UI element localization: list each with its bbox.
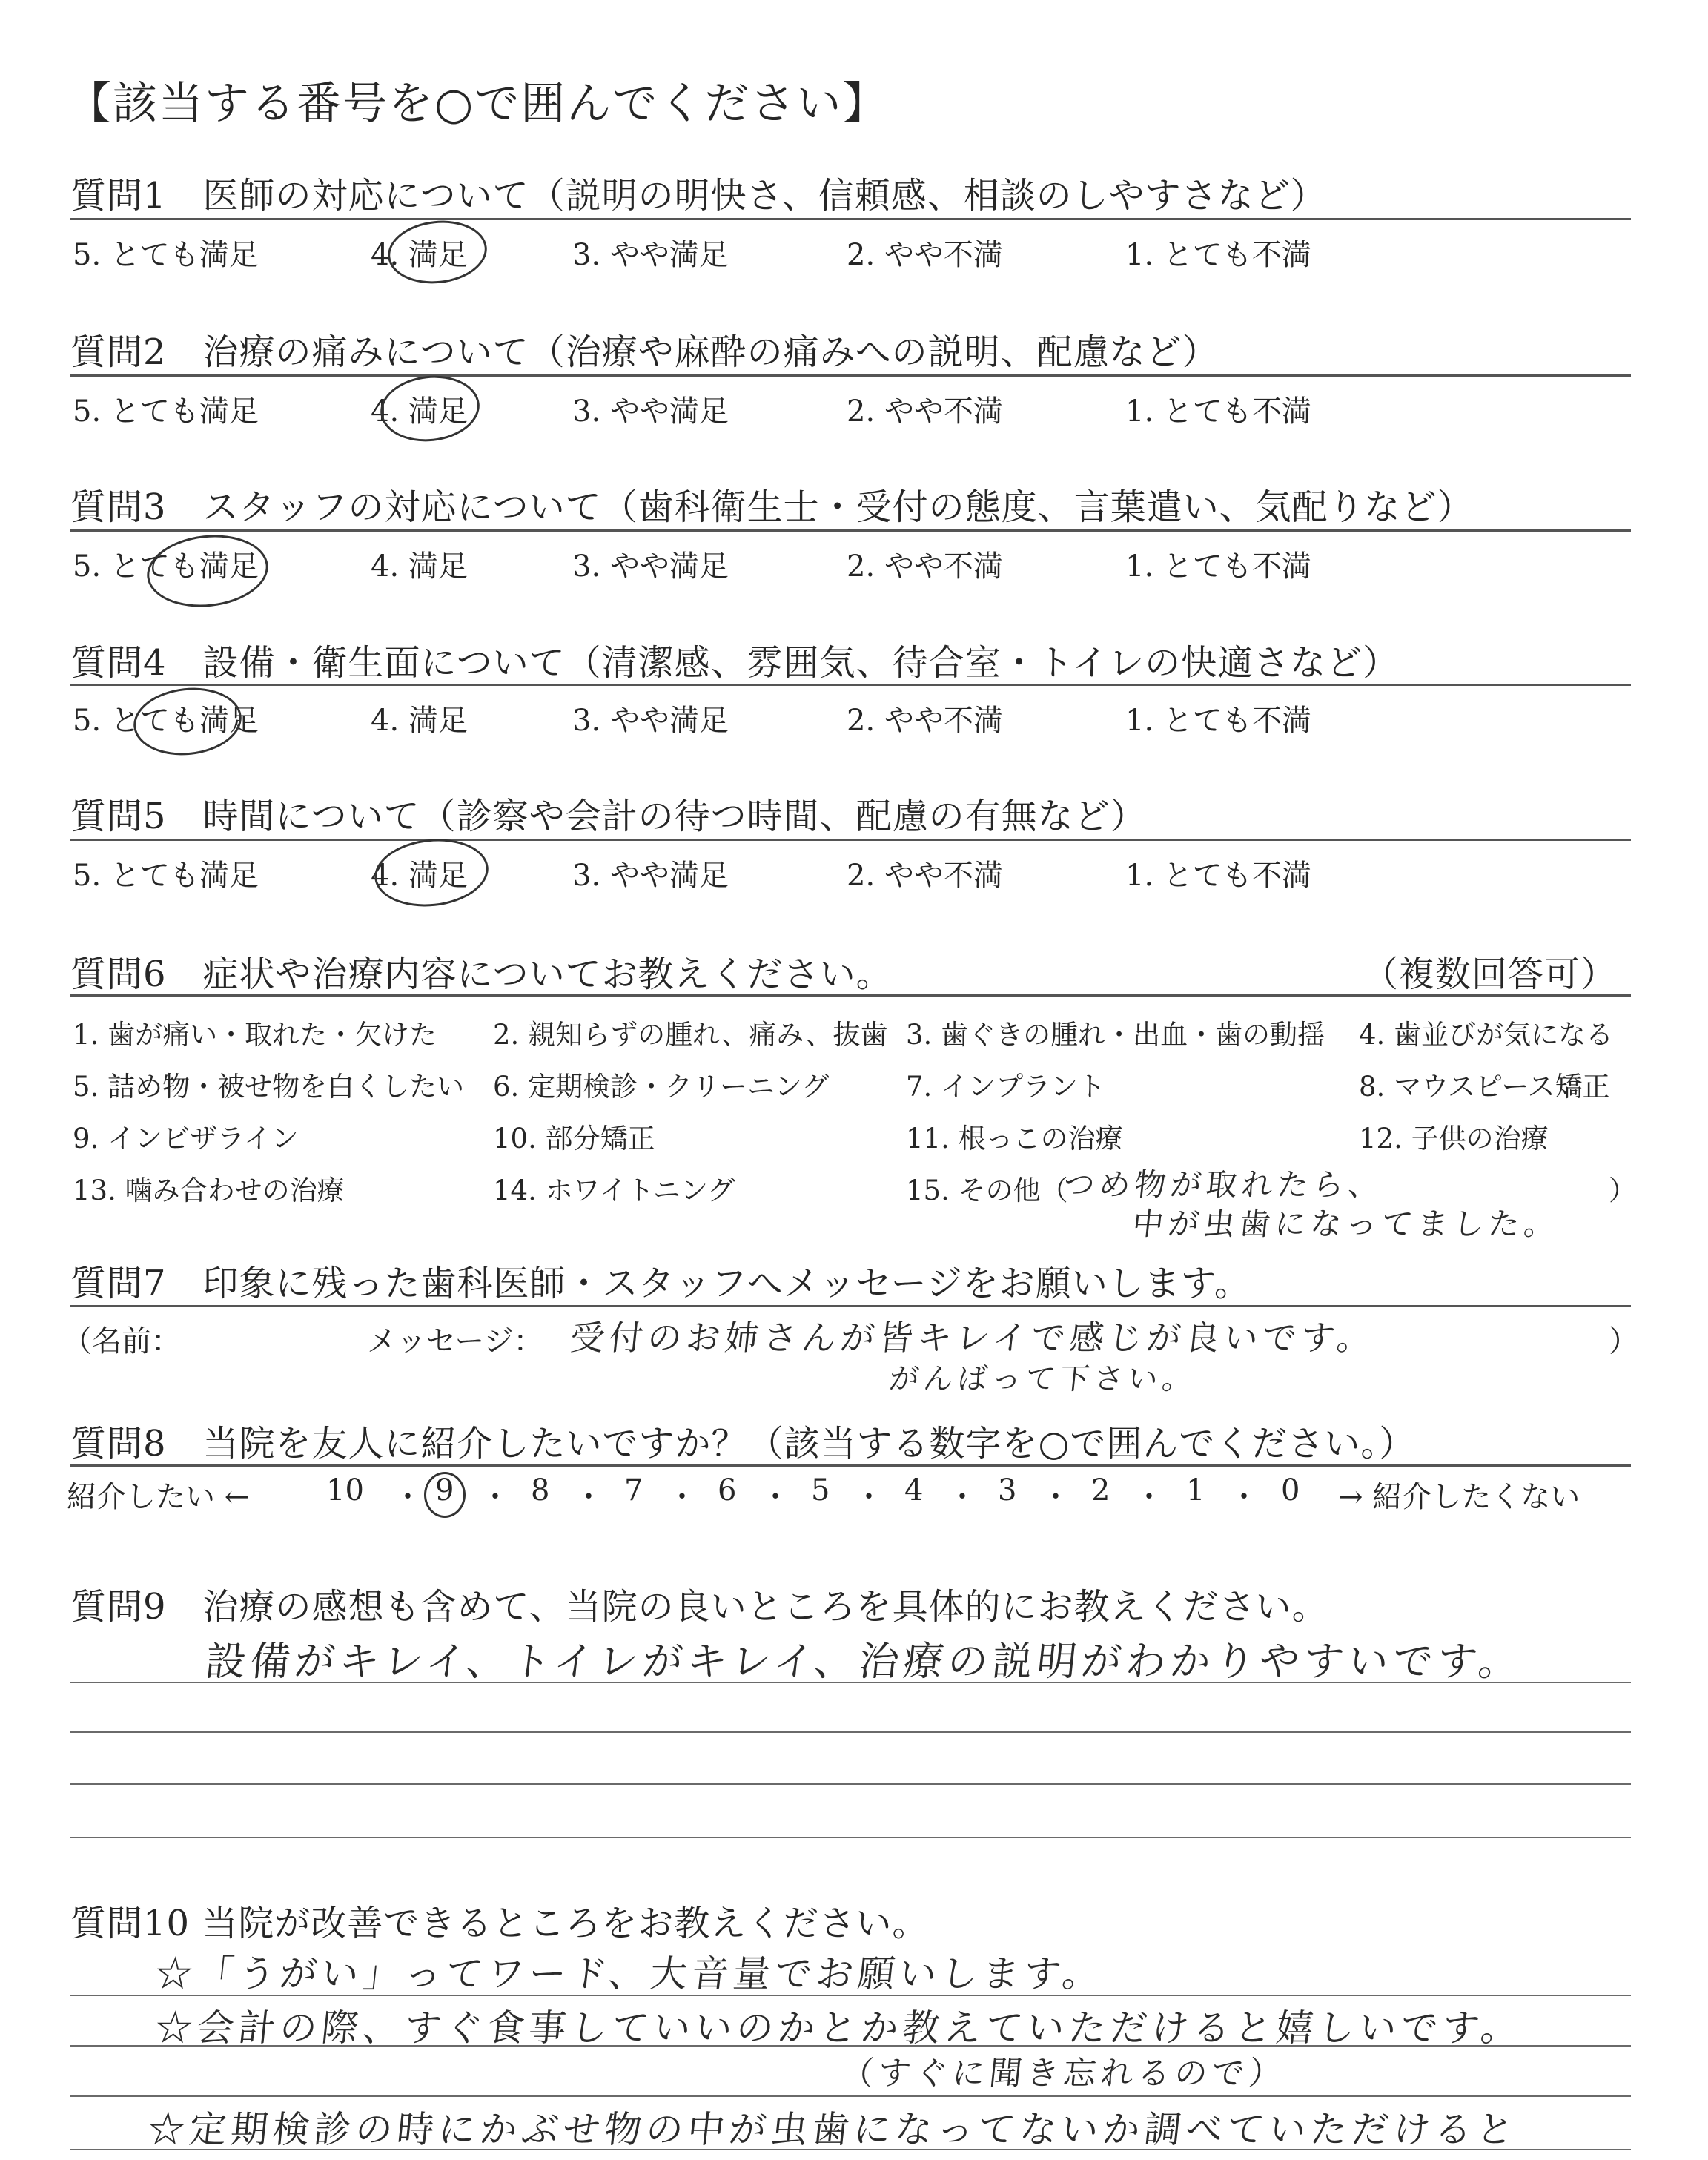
q8-left-label: 紹介したい ← bbox=[67, 1480, 250, 1514]
q6-option-15[interactable]: 15. その他（ bbox=[906, 1175, 1068, 1206]
q7-message-line-2: がんばって下さい。 bbox=[887, 1362, 1199, 1396]
question-4-title: 質問4 設備・衛生面について（清潔感、雰囲気、待合室・トイレの快適さなど） bbox=[70, 642, 1400, 684]
q6-option-2[interactable]: 2. 親知らずの腫れ、痛み、抜歯 bbox=[493, 1019, 888, 1051]
q8-scale-4[interactable]: 4 bbox=[904, 1473, 924, 1507]
q6-option-14[interactable]: 14. ホワイトニング bbox=[493, 1175, 735, 1206]
q3-option-4[interactable]: 4. 満足 bbox=[371, 549, 468, 584]
question-7-title: 質問7 印象に残った歯科医師・スタッフへメッセージをお願いします。 bbox=[70, 1263, 1251, 1304]
q6-option-7[interactable]: 7. インプラント bbox=[906, 1071, 1106, 1103]
question-5-title: 質問5 時間について（診察や会計の待つ時間、配慮の有無など） bbox=[70, 796, 1147, 837]
q4-option-4[interactable]: 4. 満足 bbox=[371, 704, 468, 738]
q6-option-3[interactable]: 3. 歯ぐきの腫れ・出血・歯の動揺 bbox=[906, 1019, 1325, 1051]
q8-scale-2[interactable]: 2 bbox=[1091, 1473, 1110, 1507]
q4-selection-circle bbox=[130, 683, 245, 761]
q10-answer-line bbox=[70, 2095, 1631, 2097]
q6-option-15-close: ） bbox=[1609, 1175, 1636, 1206]
q7-name-label: （名前： bbox=[62, 1324, 181, 1358]
q2-selection-circle bbox=[377, 371, 483, 446]
question-2-rule bbox=[70, 374, 1631, 377]
q5-option-2[interactable]: 2. やや不満 bbox=[847, 859, 1003, 893]
question-10-title: 質問10 当院が改善できるところをお教えください。 bbox=[70, 1903, 929, 1944]
q8-scale-3[interactable]: 3 bbox=[998, 1473, 1017, 1507]
q2-option-3[interactable]: 3. やや満足 bbox=[572, 394, 729, 429]
q4-option-2[interactable]: 2. やや不満 bbox=[847, 704, 1003, 738]
q4-option-5[interactable]: 5. とても満足 bbox=[73, 704, 259, 738]
q1-option-1[interactable]: 1. とても不満 bbox=[1125, 238, 1311, 272]
q8-selection-circle bbox=[424, 1472, 466, 1518]
q3-option-1[interactable]: 1. とても不満 bbox=[1125, 549, 1311, 584]
q10-answer-line-4: ☆定期検診の時にかぶせ物の中が虫歯になってないか調べていただけると bbox=[145, 2108, 1520, 2151]
q5-option-1[interactable]: 1. とても不満 bbox=[1125, 859, 1311, 893]
q9-answer-line bbox=[70, 1783, 1631, 1785]
q1-option-5[interactable]: 5. とても満足 bbox=[73, 238, 259, 272]
q8-scale-0[interactable]: 0 bbox=[1281, 1473, 1300, 1507]
q8-separator-dot: ・ bbox=[761, 1480, 790, 1514]
question-6-note: （複数回答可） bbox=[1363, 954, 1618, 995]
q1-option-2[interactable]: 2. やや不満 bbox=[847, 238, 1003, 272]
question-8-title: 質問8 当院を友人に紹介したいですか？（該当する数字を○で囲んでください。） bbox=[70, 1423, 1416, 1464]
q7-message-line-1: 受付のお姉さんが皆キレイで感じが良いです。 bbox=[568, 1318, 1378, 1358]
q9-answer: 設備がキレイ、トイレがキレイ、治療の説明がわかりやすいです。 bbox=[203, 1638, 1526, 1685]
q9-answer-line bbox=[70, 1731, 1631, 1733]
q8-separator-dot: ・ bbox=[1229, 1480, 1259, 1514]
q2-option-1[interactable]: 1. とても不満 bbox=[1125, 394, 1311, 429]
q6-option-6[interactable]: 6. 定期検診・クリーニング bbox=[493, 1071, 830, 1103]
q10-answer-line bbox=[70, 1995, 1631, 1996]
q8-separator-dot: ・ bbox=[947, 1480, 977, 1514]
q8-scale-7[interactable]: 7 bbox=[624, 1473, 643, 1507]
q2-option-2[interactable]: 2. やや不満 bbox=[847, 394, 1003, 429]
q8-scale-10[interactable]: 10 bbox=[326, 1473, 364, 1507]
q5-option-4[interactable]: 4. 満足 bbox=[371, 859, 468, 893]
q6-option-9[interactable]: 9. インビザライン bbox=[73, 1123, 299, 1155]
q6-option-12[interactable]: 12. 子供の治療 bbox=[1359, 1123, 1549, 1155]
q8-separator-dot: ・ bbox=[480, 1480, 510, 1514]
q4-option-1[interactable]: 1. とても不満 bbox=[1125, 704, 1311, 738]
q8-separator-dot: ・ bbox=[667, 1480, 697, 1514]
q9-answer-line bbox=[70, 1682, 1631, 1683]
q8-separator-dot: ・ bbox=[574, 1480, 603, 1514]
question-1-rule bbox=[70, 218, 1631, 220]
q8-scale-9[interactable]: 9 bbox=[435, 1473, 454, 1507]
q8-separator-dot: ・ bbox=[1041, 1480, 1070, 1514]
q8-separator-dot: ・ bbox=[1134, 1480, 1164, 1514]
q10-answer-line-1: ☆「うがい」ってワード、大音量でお願いします。 bbox=[153, 1952, 1107, 1995]
question-3-title: 質問3 スタッフの対応について（歯科衛生士・受付の態度、言葉遣い、気配りなど） bbox=[70, 486, 1474, 528]
q1-option-3[interactable]: 3. やや満足 bbox=[572, 238, 729, 272]
question-8-rule bbox=[70, 1464, 1631, 1467]
question-9-title: 質問9 治療の感想も含めて、当院の良いところを具体的にお教えください。 bbox=[70, 1586, 1328, 1628]
q7-close-paren: ） bbox=[1609, 1324, 1638, 1358]
q3-selection-circle bbox=[143, 529, 271, 613]
q8-right-label: → 紹介したくない bbox=[1338, 1480, 1580, 1514]
q2-option-5[interactable]: 5. とても満足 bbox=[73, 394, 259, 429]
q6-other-answer-line-2: 中が虫歯になってました。 bbox=[1131, 1206, 1562, 1242]
q5-option-3[interactable]: 3. やや満足 bbox=[572, 859, 729, 893]
q8-scale-8[interactable]: 8 bbox=[531, 1473, 550, 1507]
q10-answer-line-3: （すぐに聞き忘れるので） bbox=[838, 2055, 1288, 2093]
question-2-title: 質問2 治療の痛みについて（治療や麻酔の痛みへの説明、配慮など） bbox=[70, 331, 1219, 373]
q7-message-label: メッセージ： bbox=[367, 1324, 543, 1358]
q3-option-2[interactable]: 2. やや不満 bbox=[847, 549, 1003, 584]
q5-selection-circle bbox=[371, 833, 492, 912]
q3-option-3[interactable]: 3. やや満足 bbox=[572, 549, 729, 584]
q6-option-11[interactable]: 11. 根っこの治療 bbox=[906, 1123, 1123, 1155]
q4-option-3[interactable]: 3. やや満足 bbox=[572, 704, 729, 738]
q10-answer-line-2: ☆会計の際、すぐ食事していいのかとか教えていただけると嬉しいです。 bbox=[153, 2007, 1525, 2050]
q8-separator-dot: ・ bbox=[854, 1480, 884, 1514]
question-6-rule bbox=[70, 994, 1631, 997]
q5-option-5[interactable]: 5. とても満足 bbox=[73, 859, 259, 893]
q6-option-10[interactable]: 10. 部分矯正 bbox=[493, 1123, 655, 1155]
q8-scale-5[interactable]: 5 bbox=[811, 1473, 830, 1507]
q6-option-13[interactable]: 13. 噛み合わせの治療 bbox=[73, 1175, 345, 1206]
q1-selection-circle bbox=[385, 216, 490, 288]
q10-answer-line bbox=[70, 2149, 1631, 2150]
question-4-rule bbox=[70, 684, 1631, 686]
page-heading: 【該当する番号を○で囲んでください】 bbox=[67, 78, 889, 130]
q8-scale-6[interactable]: 6 bbox=[718, 1473, 737, 1507]
q1-option-4[interactable]: 4. 満足 bbox=[371, 238, 468, 272]
q6-option-8[interactable]: 8. マウスピース矯正 bbox=[1359, 1071, 1610, 1103]
question-5-rule bbox=[70, 839, 1631, 841]
q3-option-5[interactable]: 5. とても満足 bbox=[73, 549, 259, 584]
question-6-title: 質問6 症状や治療内容についてお教えください。 bbox=[70, 954, 893, 995]
question-3-rule bbox=[70, 529, 1631, 532]
q6-option-4[interactable]: 4. 歯並びが気になる bbox=[1359, 1019, 1614, 1051]
q9-answer-line bbox=[70, 1837, 1631, 1838]
q6-option-1[interactable]: 1. 歯が痛い・取れた・欠けた bbox=[73, 1019, 437, 1051]
q8-separator-dot: ・ bbox=[393, 1480, 423, 1514]
q6-option-5[interactable]: 5. 詰め物・被せ物を白くしたい bbox=[73, 1071, 465, 1103]
question-1-title: 質問1 医師の対応について（説明の明快さ、信頼感、相談のしやすさなど） bbox=[70, 175, 1327, 217]
question-7-rule bbox=[70, 1305, 1631, 1307]
q8-scale-1[interactable]: 1 bbox=[1186, 1473, 1205, 1507]
q6-other-answer-line-1: つめ物が取れたら、 bbox=[1062, 1166, 1386, 1203]
q2-option-4[interactable]: 4. 満足 bbox=[371, 394, 468, 429]
